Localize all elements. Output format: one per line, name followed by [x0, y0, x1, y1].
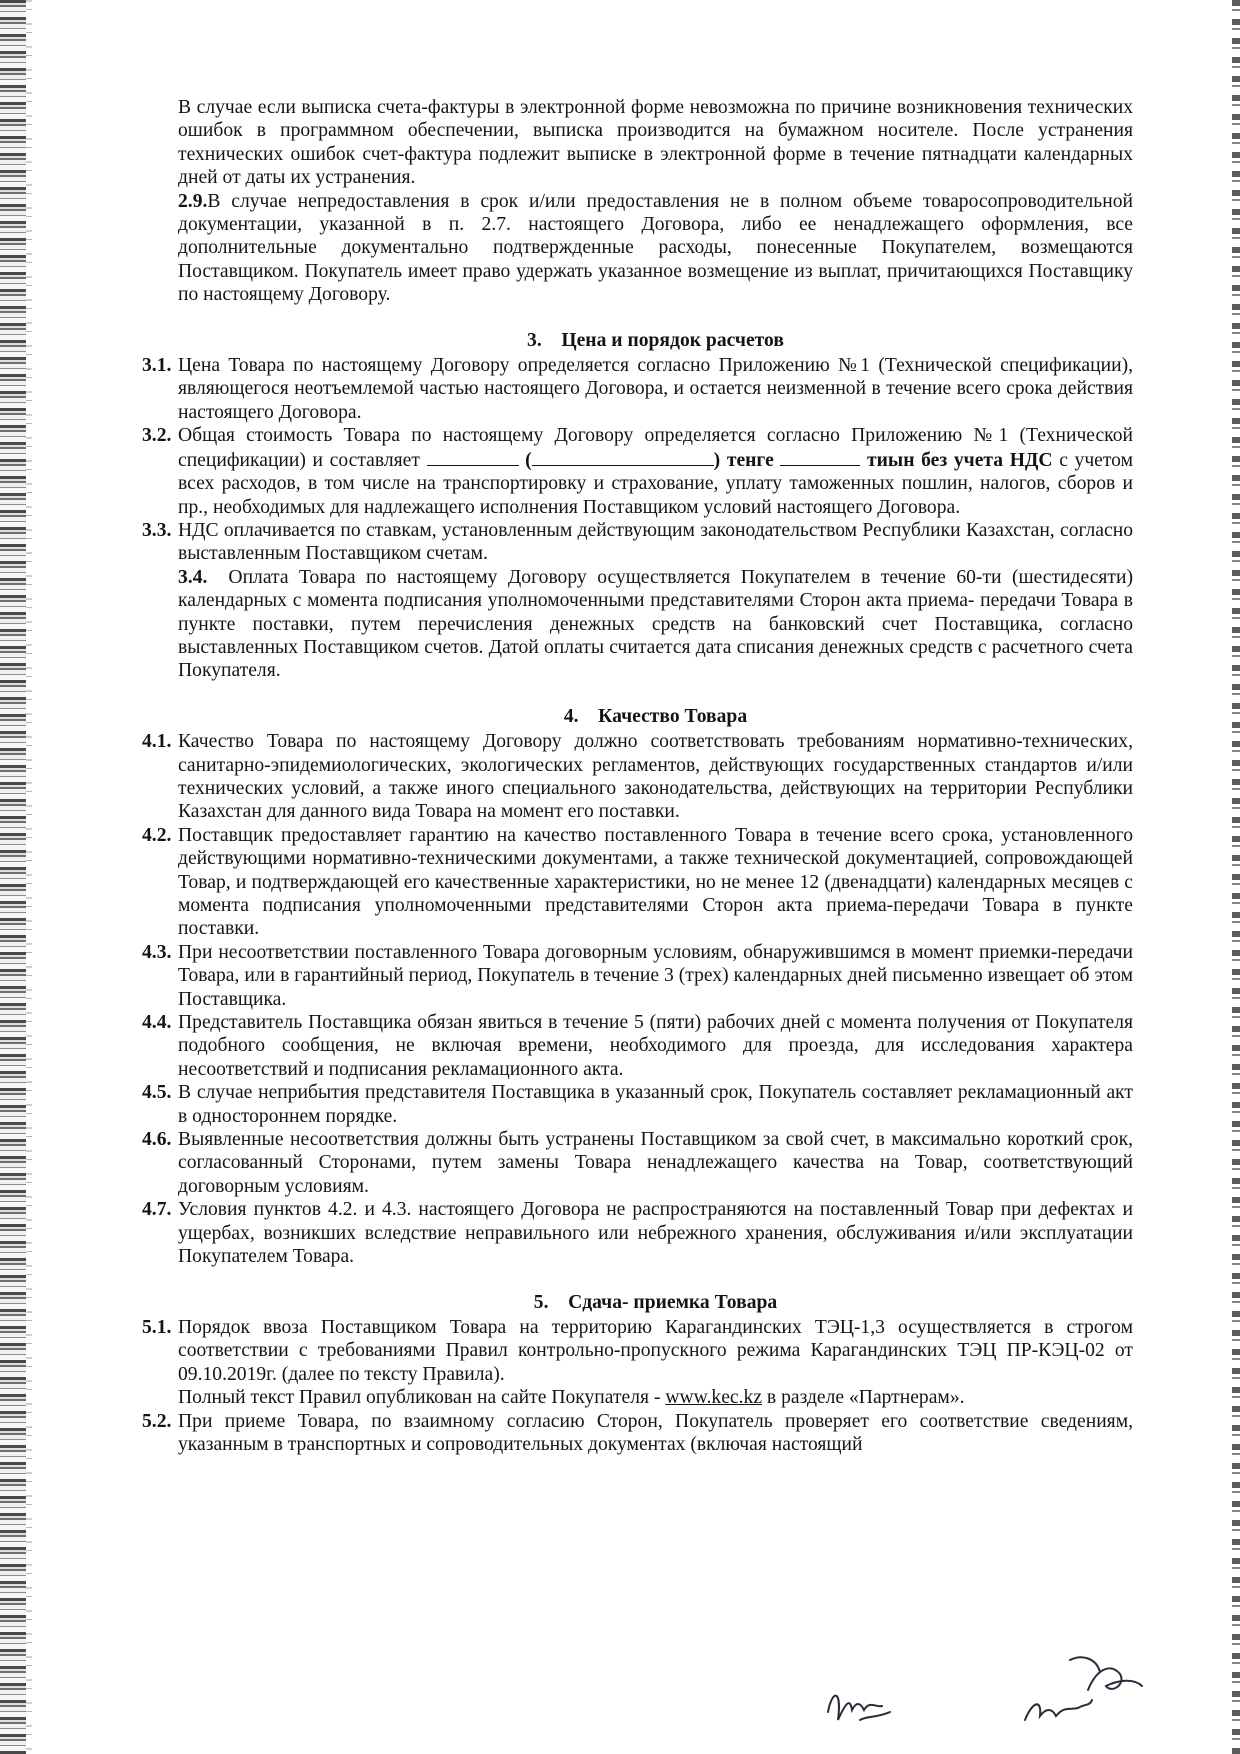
- clause-text: В случае неприбытия представителя Поставщика в указанный срок, Покупатель составляет рекламационный акт в одностороннем порядке.: [178, 1082, 1133, 1127]
- blank-tiyn[interactable]: [780, 448, 860, 466]
- section-3-title: 3. Цена и порядок расчетов: [527, 329, 784, 351]
- clause-number: 3.4.: [178, 566, 208, 588]
- clause-number: 4.6.: [142, 1129, 172, 1151]
- clause-number: 5.1.: [142, 1316, 172, 1338]
- clause-text: Поставщик предоставляет гарантию на качество поставленного Товара в течение всего срока, установленного действующими нормативно-техническими документами, а также технической документацией, сопровождающей Товар, и подтверждающей его качественные характеристики, но не менее 12 (двенадцати) календарных месяцев с момента подписания уполномоченными представителями Сторон акта приема-передачи Товара в пункте поставки.: [178, 824, 1133, 940]
- signature-supplier: [1025, 1668, 1142, 1720]
- clause-3-3: [142, 519, 1133, 566]
- scan-edge-right: [1232, 0, 1240, 1754]
- clause-text-cont: с учетом всех расходов, в том числе на транспортировку и страхование, уплату таможенных пошлин, налогов, сборов и пр., необходимых для надлежащего исполнения Поставщиком условий настоящего Договора.: [178, 449, 1133, 518]
- clause-text: Цена Товара по настоящему Договору определяется согласно Приложению №1 (Технической спецификации), являющегося неотъемлемой частью настоящего Договора, и остается неизменной в течение всего срока действия настоящего Договора.: [178, 355, 1133, 423]
- clause-4-6: [142, 1128, 1133, 1198]
- stamp-mark: [1070, 1657, 1100, 1672]
- contract-text: [142, 96, 1133, 1456]
- partners-section-text: в разделе «Партнерам».: [762, 1387, 965, 1409]
- clause-4-7: [142, 1198, 1133, 1268]
- vat-note: тиын без учета НДС: [867, 449, 1053, 471]
- clause-number: 4.7.: [142, 1199, 172, 1221]
- currency-label: ) тенге: [713, 449, 774, 471]
- clause-text: Качество Товара по настоящему Договору должно соответствовать требованиям нормативно-технических, санитарно-эпидемиологических, экологических регламентов, действующих государственных стандартов и/или технических условий, а также иного специального законодательства, действующих на территории Республики Казахстан для данного вида Товара на момент его поставки.: [178, 731, 1133, 823]
- clause-3-2: [142, 424, 1133, 519]
- clause-4-4: [142, 1011, 1133, 1081]
- clause-text: Порядок ввоза Поставщиком Товара на территорию Карагандинских ТЭЦ-1,3 осуществляется в строгом соответствии с требованиями Правил контрольно-пропускного режима Карагандинских ТЭЦ ПР-КЭЦ-02 от 09.10.2019г. (далее по тексту Правила).: [178, 1316, 1133, 1385]
- clause-text: НДС оплачивается по ставкам, установленным действующим законодательством Республики Казахстан, согласно выставленным Поставщиком счетам.: [178, 519, 1133, 565]
- clause-4-5: [142, 1081, 1133, 1128]
- clause-number: 4.1.: [142, 731, 172, 753]
- rules-published-text: Полный текст Правил опубликован на сайте Покупателя -: [178, 1387, 666, 1409]
- paren-open: (: [525, 449, 532, 471]
- clause-4-3: [142, 941, 1133, 1011]
- paragraph-3-4: [178, 566, 1133, 683]
- clause-text: Оплата Товара по настоящему Договору осуществляется Покупателем в течение 60-ти (шестидесяти) календарных с момента подписания уполномоченными представителями Сторон акта приема- передачи Товара в пункте поставки, путем перечисления денежных средств на банковский счет Поставщика, согласно выставленных Поставщиком счетов. Датой оплаты считается дата списания денежных средств с расчетного счета Покупателя.: [178, 566, 1133, 682]
- website-link[interactable]: www.kec.kz: [665, 1387, 763, 1409]
- clause-number: 4.4.: [142, 1012, 172, 1034]
- clause-number: 3.3.: [142, 519, 172, 541]
- clause-number: 3.2.: [142, 425, 172, 447]
- clause-number: 2.9.: [178, 190, 208, 212]
- clause-number: 4.2.: [142, 824, 172, 846]
- clause-text: Представитель Поставщика обязан явиться в течение 5 (пяти) рабочих дней с момента получения от Покупателя подобного сообщения, не включая времени, необходимого для проезда, для исследования характера несоответствий и подписания рекламационного акта.: [178, 1012, 1133, 1080]
- clause-4-1: [142, 730, 1133, 824]
- blank-amount-words[interactable]: [532, 448, 714, 466]
- clause-number: 4.5.: [142, 1082, 172, 1104]
- clause-text: При несоответствии поставленного Товара договорным условиям, обнаружившимся в момент приемки-передачи Товара, или в гарантийный период, Покупатель в течение 3 (трех) календарных дней письменно извещает об этом Поставщика.: [178, 941, 1133, 1010]
- signature-buyer: [828, 1696, 890, 1720]
- clause-text: Общая стоимость Товара по настоящему Договору определяется согласно Приложению №1 (Технической спецификации) и составляет: [178, 425, 1133, 471]
- paragraph-2-9: [178, 190, 1133, 307]
- clause-text: При приеме Товара, по взаимному согласию Сторон, Покупатель проверяет его соответствие сведениям, указанным в транспортных и сопроводительных документах (включая настоящий: [178, 1410, 1133, 1455]
- clause-number: 3.1.: [142, 355, 172, 377]
- clause-text-cont: [178, 1386, 1133, 1409]
- clause-text: Выявленные несоответствия должны быть устранены Поставщиком за свой счет, в максимально короткий срок, согласованный Сторонами, путем замены Товара ненадлежащего качества на Товар, соответствующий договорным условиям.: [178, 1129, 1133, 1197]
- clause-5-1: [142, 1316, 1133, 1410]
- clause-number: 4.3.: [142, 941, 172, 963]
- blank-amount[interactable]: [427, 448, 519, 466]
- clause-4-2: [142, 824, 1133, 941]
- clause-5-2: [142, 1410, 1133, 1457]
- signatures: [820, 1650, 1150, 1750]
- scan-edge-left-inner: [26, 0, 32, 1754]
- paragraph-einvoice: В случае если выписка счета-фактуры в электронной форме невозможна по причине возникновения технических ошибок в программном обеспечении, выписка производится на бумажном носителе. После устранения технических ошибок счет-фактура подлежит выписке в электронной форме в течение пятнадцати календарных дней от даты их устранения.: [178, 97, 1133, 189]
- clause-number: 5.2.: [142, 1410, 172, 1432]
- clause-3-1: [142, 354, 1133, 424]
- scan-edge-left: [0, 0, 26, 1754]
- section-4-title: 4. Качество Товара: [563, 705, 748, 727]
- section-5-title: 5. Сдача- приемка Товара: [533, 1291, 778, 1313]
- clause-text: В случае непредоставления в срок и/или предоставления не в полном объеме товаросопроводительной документации, указанной в п. 2.7. настоящего Договора, либо ее ненадлежащего оформления, все дополнительные документально подтвержденные расходы, понесенные Покупателем, возмещаются Поставщиком. Покупатель имеет право удержать указанное возмещение из выплат, причитающихся Поставщику по настоящему Договору.: [178, 190, 1133, 306]
- clause-text: Условия пунктов 4.2. и 4.3. настоящего Договора не распространяются на поставленный Товар при дефектах и ущербах, возникших вследствие неправильного или небрежного хранения, обслуживания и/или эксплуатации Покупателем Товара.: [178, 1199, 1133, 1268]
